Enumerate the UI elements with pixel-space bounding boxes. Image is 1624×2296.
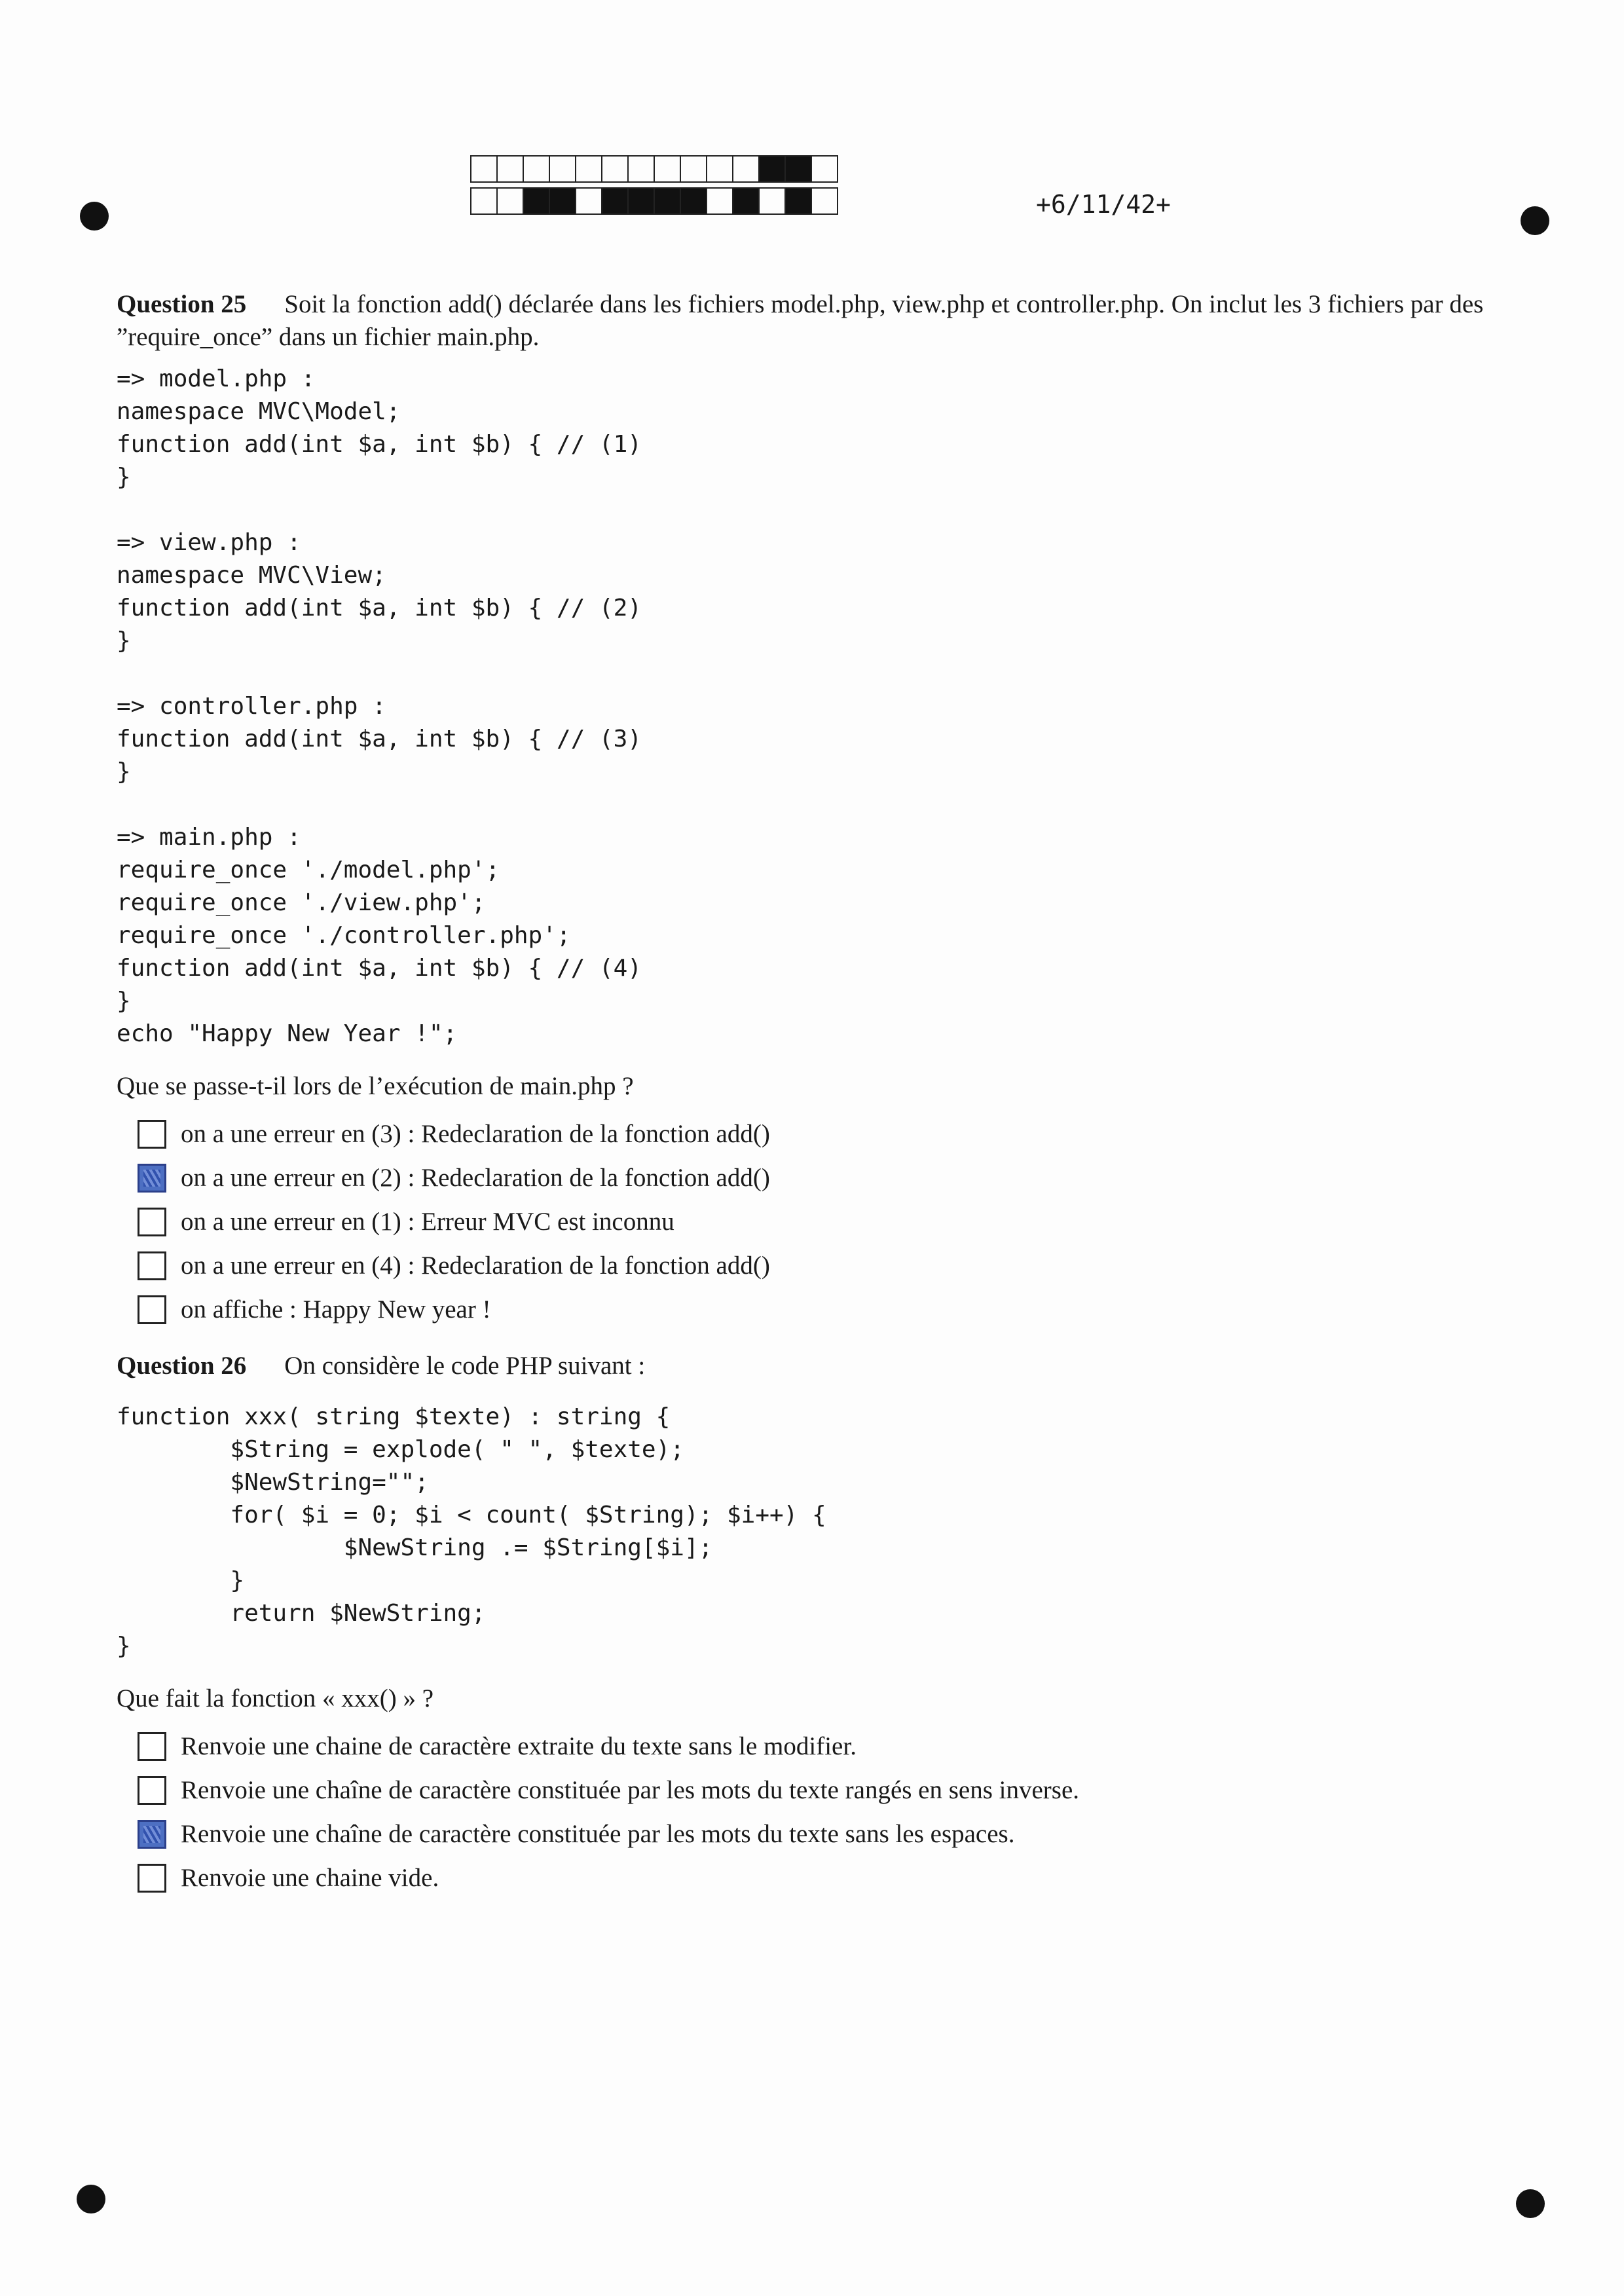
question-26: [117, 1350, 1524, 1900]
code-grid-cell: [654, 155, 681, 183]
choice-26-c[interactable]: [138, 1812, 1524, 1856]
code-main-php: => main.php : require_once './model.php'; require_once './view.php'; require_once './controller.php'; function add(int $a, int $b) { // (4) } echo "Happy New Year !";: [117, 824, 642, 1047]
question-26-prompt: Que fait la fonction « xxx() » ?: [117, 1684, 434, 1713]
registration-mark-top-left: [80, 202, 109, 231]
code-grid-cell: [627, 187, 655, 215]
checkbox-25-e[interactable]: [138, 1295, 166, 1324]
question-26-heading: [117, 1350, 1524, 1382]
code-grid-cell: [784, 155, 812, 183]
question-25-choices: [117, 1112, 1524, 1331]
checkbox-26-b[interactable]: [138, 1776, 166, 1805]
code-xxx-function: function xxx( string $texte) : string { $String = explode( " ", $texte); $NewString=""; for( $i = 0; $i < count( $String); $i++) { $NewString .= $String[$i]; } return $NewString; }: [117, 1403, 826, 1659]
code-grid-cell: [575, 187, 602, 215]
choice-26-a[interactable]: [138, 1724, 1524, 1768]
code-grid-cell: [627, 155, 655, 183]
checkbox-25-a[interactable]: [138, 1120, 166, 1149]
registration-mark-bottom-left: [77, 2185, 105, 2213]
code-controller-php: => controller.php : function add(int $a, int $b) { // (3) }: [117, 693, 642, 785]
choice-label: Renvoie une chaîne de caractère constituée par les mots du texte sans les espaces.: [181, 1820, 1015, 1848]
code-grid-cell: [680, 187, 707, 215]
content: [117, 288, 1524, 1900]
code-grid-cell: [680, 155, 707, 183]
checkbox-26-a[interactable]: [138, 1732, 166, 1761]
checkbox-25-d[interactable]: [138, 1251, 166, 1280]
question-25: [117, 288, 1524, 1331]
code-grid-cell: [601, 187, 629, 215]
choice-25-b[interactable]: [138, 1156, 1524, 1200]
question-26-choices: [117, 1724, 1524, 1900]
question-25-number: Question 25: [117, 290, 247, 318]
choice-label: on a une erreur en (3) : Redeclaration de la fonction add(): [181, 1120, 770, 1148]
code-grid-cell: [706, 187, 733, 215]
page-code-grid: [470, 155, 837, 219]
code-grid-cell: [654, 187, 681, 215]
question-26-text: On considère le code PHP suivant :: [284, 1352, 646, 1380]
code-grid-row: [470, 187, 837, 213]
code-view-php: => view.php : namespace MVC\View; function add(int $a, int $b) { // (2) }: [117, 529, 642, 654]
code-grid-cell: [758, 187, 786, 215]
choice-label: on a une erreur en (1) : Erreur MVC est inconnu: [181, 1208, 674, 1236]
code-grid-cell: [496, 155, 524, 183]
choice-label: Renvoie une chaîne de caractère constituée par les mots du texte rangés en sens inverse.: [181, 1776, 1080, 1804]
code-grid-cell: [523, 155, 550, 183]
question-26-number: Question 26: [117, 1352, 247, 1380]
code-grid-cell: [470, 155, 498, 183]
code-grid-cell: [523, 187, 550, 215]
checkbox-26-c[interactable]: [138, 1820, 166, 1849]
code-grid-cell: [811, 155, 838, 183]
choice-25-c[interactable]: [138, 1200, 1524, 1244]
registration-mark-bottom-right: [1516, 2189, 1545, 2218]
code-grid-cell: [784, 187, 812, 215]
code-grid-cell: [470, 187, 498, 215]
code-grid-cell: [732, 155, 760, 183]
choice-label: Renvoie une chaine de caractère extraite du texte sans le modifier.: [181, 1732, 857, 1760]
page-id: +6/11/42+: [1036, 190, 1171, 219]
choice-label: on a une erreur en (2) : Redeclaration de la fonction add(): [181, 1164, 770, 1192]
question-25-heading: [117, 288, 1524, 354]
code-grid-cell: [496, 187, 524, 215]
code-grid-cell: [732, 187, 760, 215]
checkbox-25-b[interactable]: [138, 1164, 166, 1193]
code-grid-cell: [549, 187, 576, 215]
choice-26-d[interactable]: [138, 1856, 1524, 1900]
registration-mark-top-right: [1521, 206, 1549, 235]
choice-25-e[interactable]: [138, 1287, 1524, 1331]
code-grid-cell: [758, 155, 786, 183]
checkbox-25-c[interactable]: [138, 1208, 166, 1236]
choice-25-d[interactable]: [138, 1244, 1524, 1287]
code-grid-cell: [811, 187, 838, 215]
choice-label: on a une erreur en (4) : Redeclaration de la fonction add(): [181, 1251, 770, 1280]
code-grid-cell: [549, 155, 576, 183]
checkbox-26-d[interactable]: [138, 1864, 166, 1893]
code-grid-row: [470, 155, 837, 181]
code-grid-cell: [706, 155, 733, 183]
question-25-prompt: Que se passe-t-il lors de l’exécution de main.php ?: [117, 1072, 634, 1100]
choice-25-a[interactable]: [138, 1112, 1524, 1156]
code-model-php: => model.php : namespace MVC\Model; function add(int $a, int $b) { // (1) }: [117, 365, 642, 491]
choice-26-b[interactable]: [138, 1768, 1524, 1812]
code-grid-cell: [601, 155, 629, 183]
code-grid-cell: [575, 155, 602, 183]
choice-label: on affiche : Happy New year !: [181, 1295, 491, 1324]
question-25-text: Soit la fonction add() déclarée dans les fichiers model.php, view.php et controller.php. On inclut les 3 fichiers par des ”require_once” dans un fichier main.php.: [117, 290, 1484, 351]
choice-label: Renvoie une chaine vide.: [181, 1864, 439, 1892]
